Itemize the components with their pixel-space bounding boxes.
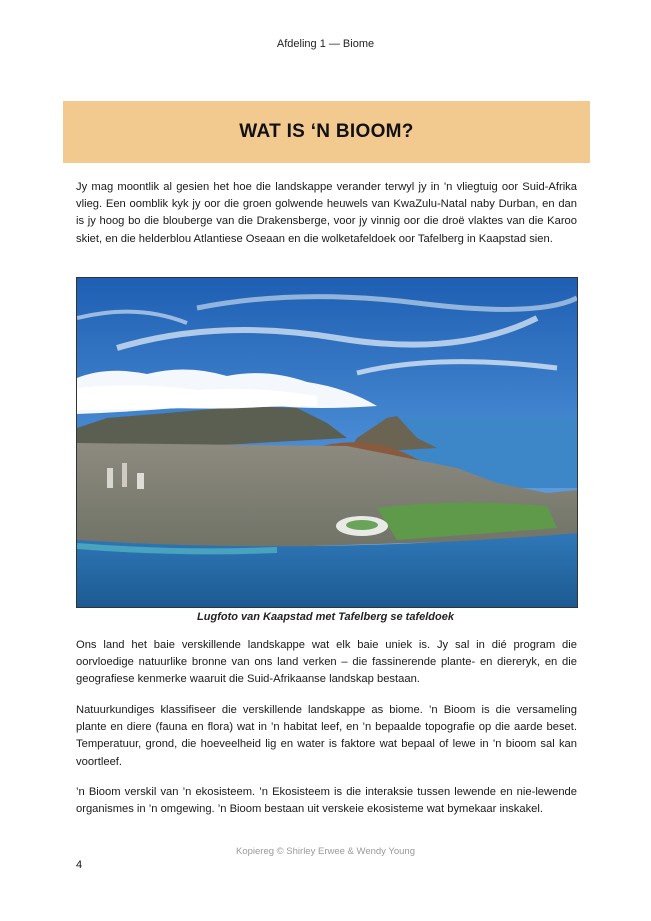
section-header: Afdeling 1 — Biome (276, 38, 375, 50)
ecosystem-paragraph: ’n Bioom verskil van ’n ekosisteem. ’n Ekosisteem is die interaksie tussen lewende en nie-lewende organismes in ’n omgewing. ’n Bioom bestaan uit verskeie ekosisteme wat bymekaar inskakel. (76, 786, 577, 816)
page-number: 4 (76, 859, 83, 871)
title-banner (63, 101, 590, 163)
landscapes-paragraph: Ons land het baie verskillende landskappe wat elk baie uniek is. Jy sal in dié program die oorvloedige natuurlike bronne van ons land verken – die fassinerende plante- en diereryk, en die geografiese kenmerke waaruit die Suid-Afrikaanse landskap bestaan. (76, 639, 577, 686)
copyright-footer: Kopiereg © Shirley Erwee & Wendy Young (236, 846, 415, 857)
biome-definition-paragraph: Natuurkundiges klassifiseer die verskillende landskappe as biome. ’n Bioom is die versameling plante en diere (fauna en flora) wat in ’n habitat leef, en ’n bepaalde topografie op die aarde beset. Temperatuur, grond, die hoeveelheid lig en water is faktore wat bepaal of lewe in ’n bioom sal kan voortleef. (76, 704, 577, 768)
intro-paragraph: Jy mag moontlik al gesien het hoe die landskappe verander terwyl jy in ’n vliegtuig oor Suid-Afrika vlieg. Een oomblik kyk jy oor die groen golwende heuwels van KwaZulu-Natal naby Durban, en dan is jy hoog bo die blouberge van die Drakensberge, voor jy vinnig oor die droë vlaktes van die Karoo skiet, en die helderblou Atlantiese Oseaan en die wolketafeldoek oor Tafelberg in Kaapstad sien. (76, 181, 577, 245)
cape-town-aerial-photo (76, 277, 578, 608)
page-title: WAT IS ‘N BIOOM? (239, 121, 414, 142)
photo-caption: Lugfoto van Kaapstad met Tafelberg se tafeldoek (197, 611, 454, 623)
